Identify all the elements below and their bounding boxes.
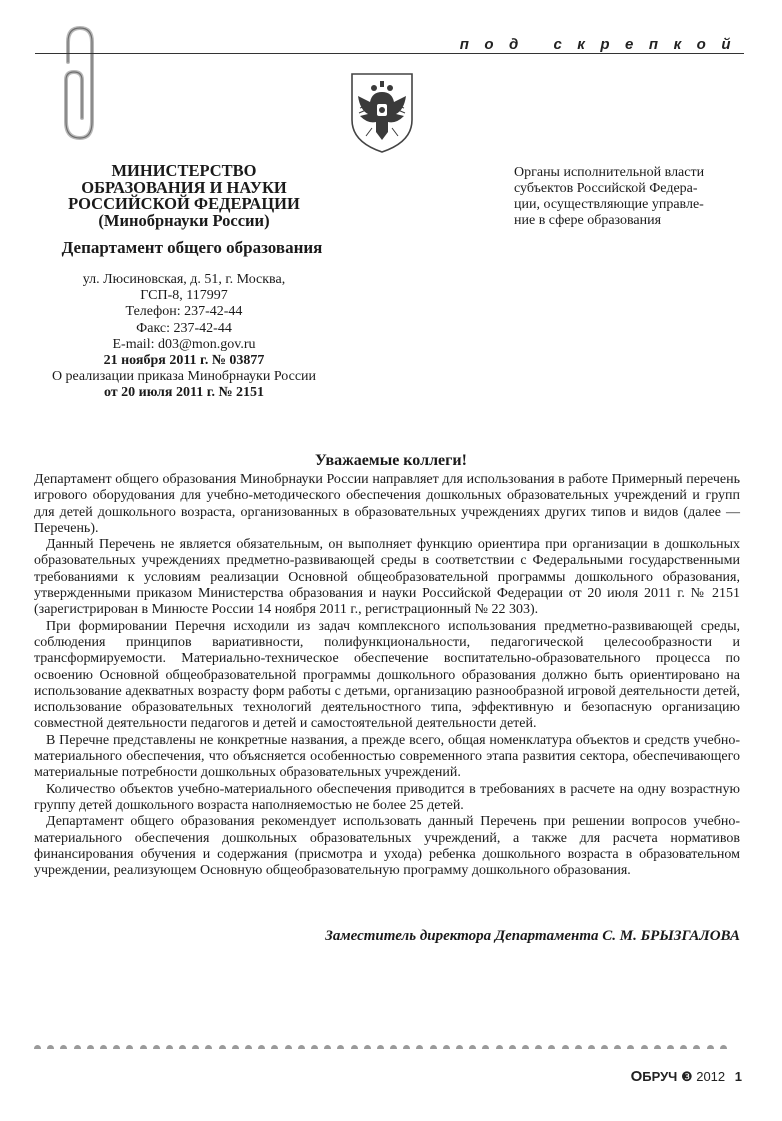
divider-dot xyxy=(680,1045,687,1049)
divider-dot xyxy=(113,1045,120,1049)
divider-dot xyxy=(377,1045,384,1049)
divider-dot xyxy=(720,1045,727,1049)
letter-order-ref: от 20 июля 2011 г. № 2151 xyxy=(103,385,265,401)
divider-dot xyxy=(482,1045,489,1049)
ministry-line-2: ОБРАЗОВАНИЯ И НАУКИ xyxy=(81,177,287,197)
divider-dot xyxy=(641,1045,648,1049)
divider-dot xyxy=(588,1045,595,1049)
letter-date-number: 21 ноября 2011 г. № 03877 xyxy=(103,353,265,369)
divider-dot xyxy=(153,1045,160,1049)
recipients-line-1: Органы исполнительной власти xyxy=(514,165,705,180)
divider-dot xyxy=(654,1045,661,1049)
divider-dot xyxy=(575,1045,582,1049)
address-email: E-mail: d03@mon.gov.ru xyxy=(112,336,256,352)
divider-dot xyxy=(522,1045,529,1049)
address-postal: ГСП-8, 117997 xyxy=(140,288,228,304)
recipients-line-4: ние в сфере образования xyxy=(514,213,662,228)
divider-dot xyxy=(126,1045,133,1049)
divider-dot xyxy=(469,1045,476,1049)
dotted-divider xyxy=(34,1039,746,1049)
divider-dot xyxy=(219,1045,226,1049)
divider-dot xyxy=(627,1045,634,1049)
body-paragraph: Департамент общего образования Минобрнауки России направляет для использования в работе Примерный перечень игрового оборудования для учебно-методического обеспечения дошкольных образовательных учреждений и групп для детей дошкольного возраста, организованных в образовательных учреждениях других типов и видов (далее — Перечень). xyxy=(34,472,740,536)
divider-dot xyxy=(456,1045,463,1049)
divider-dot xyxy=(271,1045,278,1049)
page-number: 1 xyxy=(734,1069,742,1084)
divider-dot xyxy=(430,1045,437,1049)
divider-dot xyxy=(443,1045,450,1049)
divider-dot xyxy=(74,1045,81,1049)
divider-dot xyxy=(324,1045,331,1049)
russian-coat-of-arms-icon xyxy=(346,70,418,156)
divider-dot xyxy=(509,1045,516,1049)
recipients-block xyxy=(514,165,746,229)
divider-dot xyxy=(179,1045,186,1049)
divider-dot xyxy=(416,1045,423,1049)
recipients-line-3: ции, осуществляющие управле- xyxy=(514,197,704,212)
divider-dot xyxy=(205,1045,212,1049)
divider-dot xyxy=(258,1045,265,1049)
body-paragraph: Данный Перечень не является обязательным, он выполняет функцию ориентира при организации в дошкольных образовательных учреждениях предметно-развивающей среды в соответствии с Федеральными государственными требованиями к условиям реализации Основной общеобразовательной программы дошкольного образования, утвержденными приказом Министерства образования и науки Российской Федерации от 20 июля 2011 г. № 2151 (зарегистрирован в Минюсте России 14 ноября 2011 г., регистрационный № 22 303). xyxy=(34,537,740,618)
divider-dot xyxy=(403,1045,410,1049)
divider-dot xyxy=(693,1045,700,1049)
address-street: ул. Люсиновская, д. 51, г. Москва, xyxy=(82,272,286,287)
divider-dot xyxy=(298,1045,305,1049)
letter-body xyxy=(34,472,740,879)
ministry-block xyxy=(36,163,332,229)
ministry-line-3: РОССИЙСКОЙ ФЕДЕРАЦИИ xyxy=(68,194,300,213)
body-paragraph: Количество объектов учебно-материального обеспечения приводится в требованиях в расчете на одну возрастную группу детей дошкольного возраста наполняемостью не более 25 детей. xyxy=(34,781,740,813)
divider-dot xyxy=(667,1045,674,1049)
address-phone: Телефон: 237-42-44 xyxy=(125,304,243,320)
letter-subject: О реализации приказа Минобрнауки России xyxy=(51,369,317,385)
paperclip-icon xyxy=(50,22,120,144)
page-footer xyxy=(631,1068,742,1085)
divider-dot xyxy=(285,1045,292,1049)
divider-dot xyxy=(496,1045,503,1049)
stamp-label: под скрепкой xyxy=(459,36,746,53)
divider-dot xyxy=(100,1045,107,1049)
body-paragraph: В Перечне представлены не конкретные названия, а прежде всего, общая номенклатура объектов и средств учебно-материального обеспечения, что объясняется особенностью современного этапа развития сектора, обеспечивающего материальные потребности дошкольных образовательных учреждений. xyxy=(34,732,740,781)
divider-dot xyxy=(351,1045,358,1049)
header-rule xyxy=(35,53,744,54)
address-fax: Факс: 237-42-44 xyxy=(136,320,232,336)
divider-dot xyxy=(140,1045,147,1049)
divider-dot xyxy=(535,1045,542,1049)
magazine-logo-initial: О xyxy=(630,1068,643,1085)
greeting-heading: Уважаемые коллеги! xyxy=(315,452,467,469)
divider-dot xyxy=(601,1045,608,1049)
divider-dot xyxy=(707,1045,714,1049)
divider-dot xyxy=(337,1045,344,1049)
divider-dot xyxy=(548,1045,555,1049)
divider-dot xyxy=(87,1045,94,1049)
divider-dot xyxy=(390,1045,397,1049)
divider-dot xyxy=(562,1045,569,1049)
divider-dot xyxy=(192,1045,199,1049)
divider-dot xyxy=(166,1045,173,1049)
divider-dot xyxy=(47,1045,54,1049)
magazine-logo: БРУЧ xyxy=(642,1069,678,1084)
body-paragraph: Департамент общего образования рекомендует использовать данный Перечень при решении вопросов учебно-материального обеспечения дошкольных образовательных учреждений, а также для расчета нормативов финансирования обучения и содержания (присмотра и ухода) ребенка дошкольного возраста в образовательном учреждении, реализующем Основную общеобразовательную программу дошкольного образования. xyxy=(34,814,740,879)
body-paragraph: При формировании Перечня исходили из задач комплексного использования предметно-развивающей среды, соблюдения принципов вариативности, полифункциональности, педагогической целесообразности и трансформируемости. Материально-техническое обеспечение воспитательно-образовательного процесса по освоению Основной общеобразовательной программы дошкольного образования должно быть ориентировано на использование адекватных возрасту форм работы с детьми, организацию разнообразной игровой деятельности детей, использование образовательных технологий деятельностного типа, эффективную и безопасную организацию совместной деятельности педагогов и детей и самостоятельной деятельности детей. xyxy=(34,618,740,732)
divider-dot xyxy=(34,1045,41,1049)
address-block xyxy=(36,272,332,402)
recipients-line-2: субъектов Российской Федера- xyxy=(514,181,698,196)
ministry-line-1: МИНИСТЕРСТВО xyxy=(111,161,257,180)
divider-dot xyxy=(60,1045,67,1049)
divider-dot xyxy=(232,1045,239,1049)
divider-dot xyxy=(245,1045,252,1049)
divider-dot xyxy=(311,1045,318,1049)
divider-dot xyxy=(614,1045,621,1049)
signature-line: Заместитель директора Департамента С. М. БРЫЗГАЛОВА xyxy=(325,928,740,944)
divider-dot xyxy=(364,1045,371,1049)
department-title: Департамент общего образования xyxy=(61,238,323,257)
ministry-line-4: (Минобрнауки России) xyxy=(98,210,270,230)
issue-number: ❸ 2012 xyxy=(680,1069,726,1084)
